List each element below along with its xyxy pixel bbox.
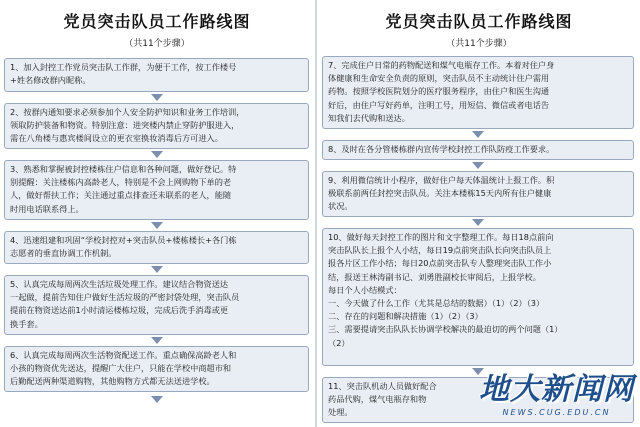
step-line: 10、做好每天封控工作的图片和文字整理工作。每日18点前向 [328, 232, 554, 242]
right-panel-subtitle: （共11个步骤） [446, 39, 512, 49]
step-line: 药物。按照学校医院划分的医疗服务程序，由住户和医生沟通 [328, 86, 550, 97]
step-line: 突击队队长上报个人小结，每日19点前突击队长向突击队员上 [328, 245, 552, 256]
left-step-5 [4, 275, 309, 335]
step-line: +姓名修改群内昵称。 [10, 75, 91, 86]
step-line: 二、存在的问题和解决措施（1）（2）（3） [328, 311, 483, 322]
step-line: 1、加入封控工作党员突击队工作群，为便于工作，按工作楼号 [10, 62, 237, 72]
flow-arrow-down-icon [151, 151, 163, 158]
left-step-3 [4, 160, 309, 220]
flow-arrow-down-icon [151, 396, 163, 403]
step-line: 后勤配送两种渠道购物，其他购物方式都无法送进学校。 [10, 376, 215, 387]
step-line: 提前在物资送达前1小时清运楼栋垃圾，完成后洗手消毒或更 [10, 305, 229, 316]
step-line: 2、按群内通知要求必须参加个人安全防护知识和业务工作培训， [10, 107, 245, 117]
step-line: 状况。 [328, 201, 353, 212]
step-line: 领取防护装备和物资。特别注意：进突楼内禁止穿防护服进入， [10, 120, 240, 131]
flow-arrow-down-icon [472, 162, 484, 169]
right-step-10 [322, 228, 634, 366]
step-line: 体健康和生命安全负责的原则，突击队员不主动统计住户需用 [328, 73, 550, 84]
step-line: 每日个人小结模式： [328, 284, 402, 295]
step-line: 6、认真完成每周两次生活物资配送工作。重点确保高龄老人和 [10, 350, 237, 360]
step-line: 需在八角楼与惠宾楼间设立的更衣室换妆消毒后方可进入。 [10, 133, 223, 144]
right-panel-title: 党员突击队员工作路线图 [385, 12, 573, 31]
flow-arrow-down-icon [151, 94, 163, 101]
step-line: 11、突击队机动人员做好配合 [328, 381, 437, 391]
watermark-logo: 地大新闻网 [479, 372, 634, 407]
step-line: 人，做好帮扶工作；关注通过重点排查还未联系的老人，能随 [10, 190, 232, 201]
left-panel [0, 0, 314, 427]
step-line: （2） [328, 337, 350, 348]
flow-arrow-down-icon [472, 131, 484, 138]
left-step-1 [4, 58, 309, 92]
flow-arrow-down-icon [472, 219, 484, 226]
step-line: 4、迅速组建和巩固“学校封控对+突击队员+楼栋楼长+各门栋 [10, 235, 237, 245]
step-line: 知我们去代购和送达。 [328, 112, 410, 123]
step-line: 结，报送王林涛副书记、刘勇胜副校长审阅后，上报学校。 [328, 271, 541, 282]
step-line: 好后，由住户写好药单，注明工号，用短信、微信或者电话告 [328, 99, 550, 110]
right-step-9 [322, 171, 634, 217]
step-line: 9、利用微信统计小程序，做好住户每天体温统计上报工作。积 [328, 175, 555, 185]
step-line: 换手套。 [10, 318, 43, 329]
flow-arrow-down-icon [151, 266, 163, 273]
news-site-watermark [479, 364, 634, 417]
right-panel [318, 0, 640, 427]
step-line: 三、需要提请突击队队长协调学校解决的最迫切的两个问题（1） [328, 324, 563, 335]
step-line: 处理。 [328, 407, 353, 418]
step-line: 药品代购，煤气电瓶存和物 [328, 394, 427, 405]
left-step-2 [4, 103, 309, 149]
step-line: 志愿者的垂直协调工作机制。 [10, 248, 117, 259]
flow-arrow-down-icon [151, 337, 163, 344]
step-line: 小孩的物资优先送达，提醒广大住户，只能在学校中商超市和 [10, 363, 232, 374]
step-line: 8、及时在各分管楼栋群内宣传学校封控工作队防疫工作要求。 [328, 144, 555, 154]
panel-divider [315, 0, 317, 427]
watermark-url: NEWS.CUG.EDU.CN [502, 408, 611, 417]
right-step-7 [322, 56, 634, 129]
step-line: 一起做，提前告知住户做好生活垃圾的严密封袋处理，突击队员 [10, 292, 240, 303]
step-line: 报各片区工作小结；每日20点前突击队专人整理突击队工作小 [328, 258, 552, 269]
step-line: 时用电话联系得上。 [10, 203, 84, 214]
step-line: 别提醒：关注楼栋内高龄老人，特别是不会上网购物下单的老 [10, 177, 232, 188]
left-step-4 [4, 231, 309, 264]
step-line: 极联系前两任封控突击队员。关注本楼栋15天内所有住户健康 [328, 188, 552, 199]
left-panel-subtitle: （共11个步骤） [124, 39, 190, 49]
right-step-8 [322, 140, 634, 160]
step-line: 一、今天做了什么工作（尤其是总结的数据）（1）（2）（3） [328, 298, 545, 309]
step-line: 7、完成住户日常的药物配送和煤气电瓶存工作。本着对住户身 [328, 60, 555, 70]
left-panel-title: 党员突击队员工作路线图 [63, 12, 251, 31]
step-line: 3、熟悉和掌握被封控楼栋住户信息和各种问题，做好登记。特 [10, 164, 237, 174]
left-step-6 [4, 346, 309, 392]
flow-arrow-down-icon [151, 222, 163, 229]
step-line: 5、认真完成每周两次生活垃圾处理工作。建议结合物资送达 [10, 279, 229, 289]
